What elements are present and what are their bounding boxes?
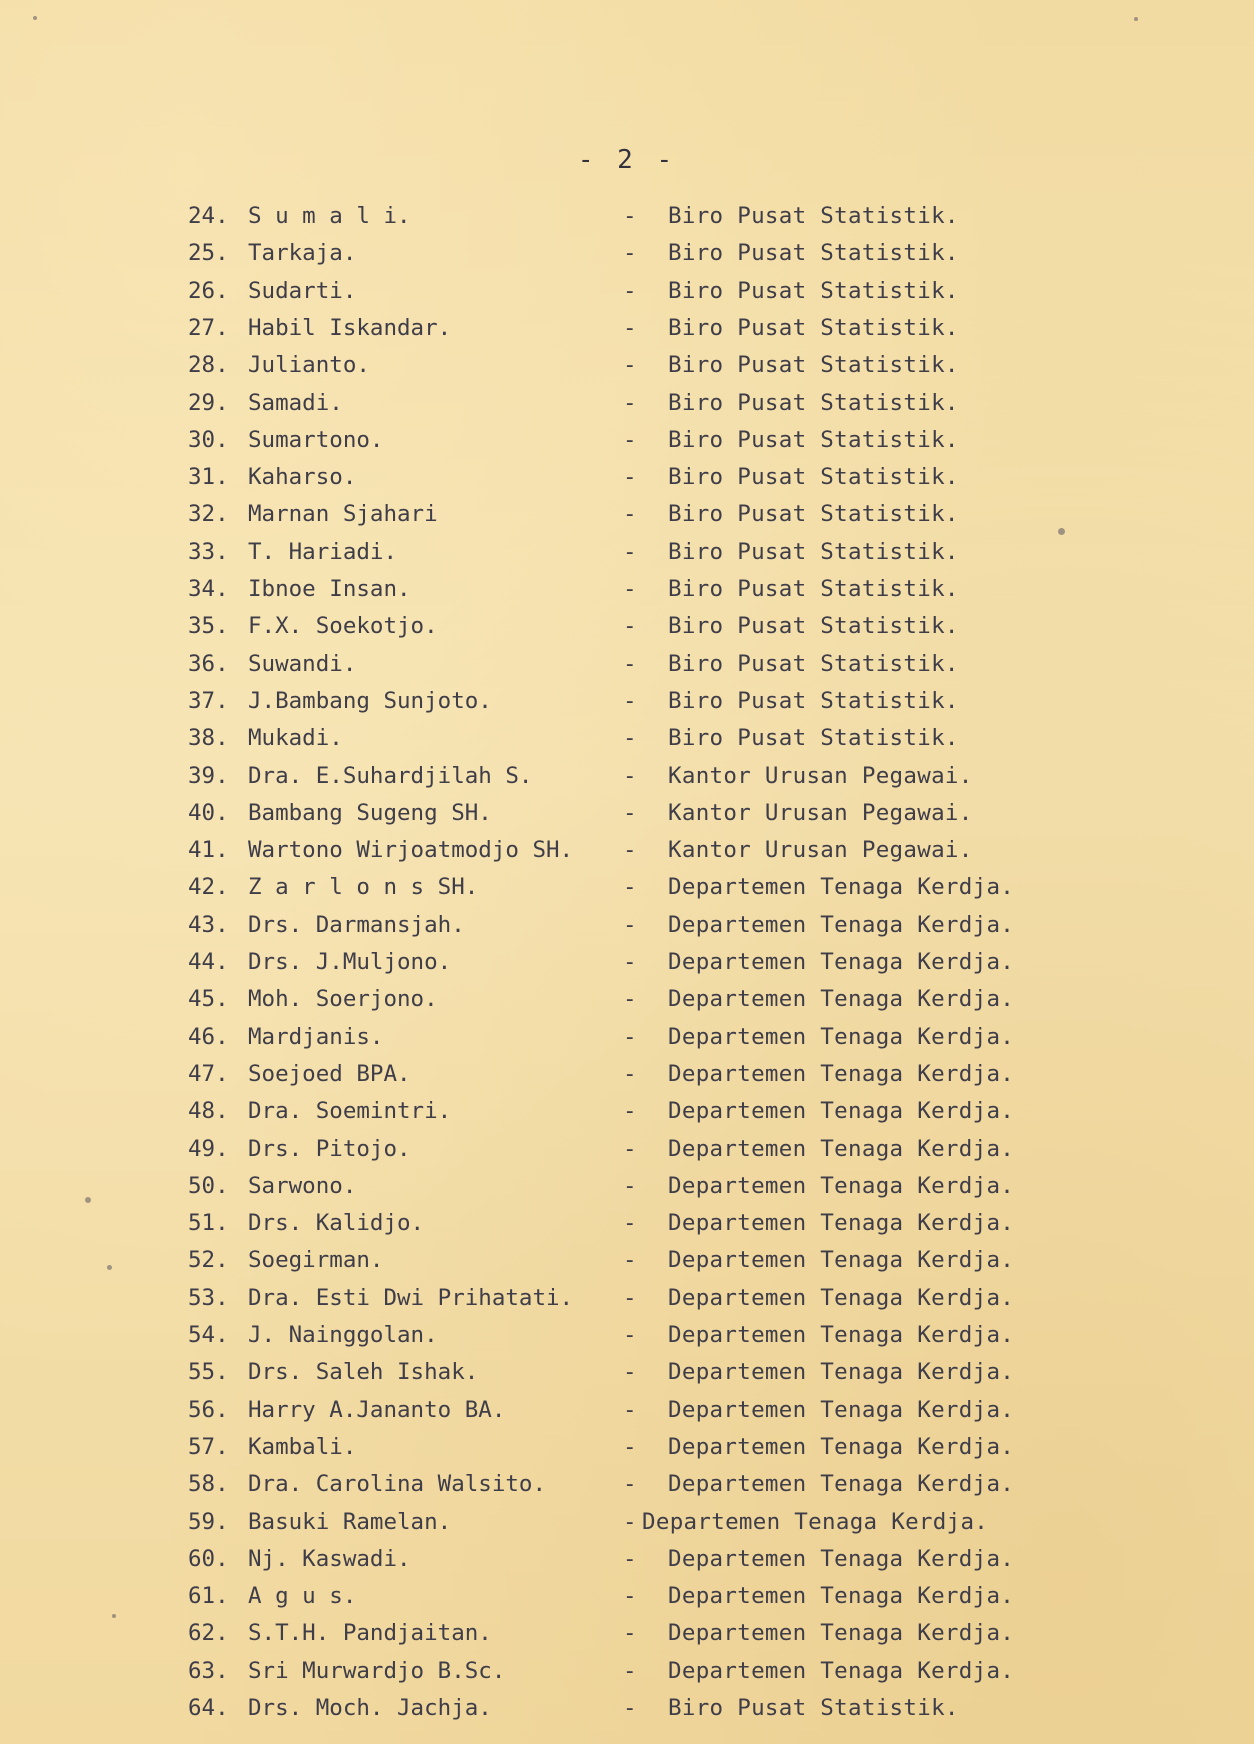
list-item <box>0 347 1254 383</box>
paper-speck <box>33 16 37 20</box>
entry-name: Drs. Saleh Ishak. <box>248 1359 479 1386</box>
entry-number: 29. <box>188 389 229 416</box>
entry-office: Departemen Tenaga Kerdja. <box>668 1545 1015 1572</box>
list-item <box>0 1093 1254 1129</box>
entry-name: Z a r l o n s SH. <box>248 874 479 901</box>
paper-speck <box>1134 17 1138 21</box>
separator-dash: - <box>623 1359 637 1386</box>
entry-office: Departemen Tenaga Kerdja. <box>668 1322 1015 1348</box>
entry-office: Departemen Tenaga Kerdja. <box>668 1620 1015 1647</box>
entry-number: 35. <box>188 613 229 640</box>
entry-name: Drs. Pitojo. <box>248 1135 411 1162</box>
list-item <box>0 869 1254 905</box>
list-item <box>0 1168 1254 1204</box>
list-item <box>0 1131 1254 1167</box>
entry-name: Habil Iskandar. <box>248 314 452 341</box>
separator-dash: - <box>623 874 637 901</box>
separator-dash: - <box>623 1210 637 1237</box>
list-item <box>0 1429 1254 1465</box>
list-item <box>0 534 1254 570</box>
list-item <box>0 720 1254 756</box>
separator-dash: - <box>623 352 637 379</box>
entry-number: 44. <box>188 949 229 975</box>
list-item <box>0 1504 1254 1540</box>
separator-dash: - <box>623 725 637 752</box>
entry-name: Soegirman. <box>248 1247 384 1274</box>
list-item <box>0 1317 1254 1353</box>
entry-office: Departemen Tenaga Kerdja. <box>668 986 1015 1013</box>
entry-number: 60. <box>188 1545 229 1572</box>
list-item <box>0 1690 1254 1726</box>
entry-office: Biro Pusat Statistik. <box>668 352 959 379</box>
list-item <box>0 385 1254 421</box>
entry-office: Departemen Tenaga Kerdja. <box>668 911 1015 938</box>
entry-name: Tarkaja. <box>248 240 357 267</box>
list-item <box>0 496 1254 532</box>
entry-office: Departemen Tenaga Kerdja. <box>668 1247 1015 1274</box>
entry-name: Moh. Soerjono. <box>248 986 438 1013</box>
entry-name: Drs. Kalidjo. <box>248 1210 425 1237</box>
entry-name: T. Hariadi. <box>248 538 398 565</box>
separator-dash: - <box>623 837 637 864</box>
separator-dash: - <box>623 1284 637 1311</box>
entry-office: Departemen Tenaga Kerdja. <box>668 1210 1015 1237</box>
entry-name: Basuki Ramelan. <box>248 1508 452 1535</box>
entry-name: Ibnoe Insan. <box>248 576 411 602</box>
entry-number: 40. <box>188 799 229 826</box>
separator-dash: - <box>623 1247 637 1274</box>
entry-number: 37. <box>188 687 229 714</box>
separator-dash: - <box>623 613 637 640</box>
entry-number: 34. <box>188 576 229 602</box>
list-item <box>0 310 1254 346</box>
entry-name: Wartono Wirjoatmodjo SH. <box>248 837 574 864</box>
entry-name: Marnan Sjahari <box>248 501 438 528</box>
entry-name: Drs. Darmansjah. <box>248 911 465 938</box>
separator-dash: - <box>623 277 637 304</box>
entry-number: 43. <box>188 911 229 938</box>
list-item <box>0 422 1254 458</box>
entry-name: Dra. Soemintri. <box>248 1098 452 1125</box>
entry-name: Sudarti. <box>248 277 357 304</box>
separator-dash: - <box>623 389 637 416</box>
list-item <box>0 683 1254 719</box>
separator-dash: - <box>623 1471 637 1498</box>
entry-name: Sri Murwardjo B.Sc. <box>248 1657 506 1684</box>
list-item <box>0 1615 1254 1651</box>
entry-name: S.T.H. Pandjaitan. <box>248 1620 492 1647</box>
list-item <box>0 1392 1254 1428</box>
list-item <box>0 795 1254 831</box>
entry-number: 54. <box>188 1322 229 1348</box>
entry-number: 50. <box>188 1172 229 1199</box>
entry-office: Departemen Tenaga Kerdja. <box>668 1471 1015 1498</box>
entry-number: 62. <box>188 1620 229 1647</box>
separator-dash: - <box>623 426 637 453</box>
list-item <box>0 608 1254 644</box>
separator-dash: - <box>623 314 637 341</box>
entry-office: Biro Pusat Statistik. <box>668 501 959 528</box>
entry-office: Biro Pusat Statistik. <box>668 725 959 752</box>
entry-office: Kantor Urusan Pegawai. <box>668 762 973 789</box>
list-item <box>0 944 1254 980</box>
entry-name: Dra. Esti Dwi Prihatati. <box>248 1284 574 1311</box>
separator-dash: - <box>623 762 637 789</box>
separator-dash: - <box>623 1433 637 1460</box>
entry-number: 30. <box>188 426 229 453</box>
separator-dash: - <box>623 1695 637 1721</box>
separator-dash: - <box>623 1060 637 1087</box>
separator-dash: - <box>623 799 637 826</box>
entry-number: 53. <box>188 1284 229 1311</box>
list-item <box>0 1056 1254 1092</box>
entry-office: Departemen Tenaga Kerdja. <box>668 1023 1015 1050</box>
list-item <box>0 1354 1254 1390</box>
entry-number: 61. <box>188 1583 229 1610</box>
entry-office: Biro Pusat Statistik. <box>668 538 959 565</box>
entry-office: Departemen Tenaga Kerdja. <box>668 1284 1015 1311</box>
separator-dash: - <box>623 1583 637 1610</box>
entry-office: Departemen Tenaga Kerdja. <box>668 949 1015 975</box>
entry-number: 31. <box>188 464 229 491</box>
entry-name: Harry A.Jananto BA. <box>248 1396 506 1423</box>
entry-number: 25. <box>188 240 229 267</box>
entry-number: 41. <box>188 837 229 864</box>
list-item <box>0 273 1254 309</box>
entry-office: Departemen Tenaga Kerdja. <box>668 1098 1015 1125</box>
entry-number: 38. <box>188 725 229 752</box>
entry-name: Mukadi. <box>248 725 343 752</box>
list-item <box>0 1653 1254 1689</box>
entry-office: Biro Pusat Statistik. <box>668 314 959 341</box>
entry-office: Biro Pusat Statistik. <box>668 240 959 267</box>
entry-number: 27. <box>188 314 229 341</box>
separator-dash: - <box>623 1657 637 1684</box>
entry-number: 45. <box>188 986 229 1013</box>
separator-dash: - <box>623 240 637 267</box>
separator-dash: - <box>623 1322 637 1348</box>
separator-dash: - <box>623 464 637 491</box>
separator-dash: - <box>623 1545 637 1572</box>
paper-speck <box>107 1265 112 1270</box>
entry-name: Mardjanis. <box>248 1023 384 1050</box>
page-number: - 2 - <box>577 145 677 175</box>
list-item <box>0 1578 1254 1614</box>
list-item <box>0 459 1254 495</box>
entry-office: Departemen Tenaga Kerdja. <box>668 1433 1015 1460</box>
entry-office: Biro Pusat Statistik. <box>668 389 959 416</box>
entry-name: Sarwono. <box>248 1172 357 1199</box>
separator-dash: - <box>623 1620 637 1647</box>
entry-office: Biro Pusat Statistik. <box>668 464 959 491</box>
entry-number: 58. <box>188 1471 229 1498</box>
entry-name: Soejoed BPA. <box>248 1060 411 1087</box>
entry-office: Biro Pusat Statistik. <box>668 613 959 640</box>
entry-name: J.Bambang Sunjoto. <box>248 687 492 714</box>
entry-name: F.X. Soekotjo. <box>248 613 438 640</box>
paper-speck <box>1058 528 1065 535</box>
separator-dash: - <box>623 203 637 229</box>
entry-office: Departemen Tenaga Kerdja. <box>668 1172 1015 1199</box>
list-item <box>0 1541 1254 1577</box>
entry-office: Kantor Urusan Pegawai. <box>668 837 973 864</box>
list-item <box>0 235 1254 271</box>
separator-dash: - <box>623 949 637 975</box>
entry-name: Bambang Sugeng SH. <box>248 799 492 826</box>
list-item <box>0 571 1254 607</box>
entry-number: 32. <box>188 501 229 528</box>
entry-number: 26. <box>188 277 229 304</box>
entry-office: Departemen Tenaga Kerdja. <box>668 1060 1015 1087</box>
entry-number: 63. <box>188 1657 229 1684</box>
entry-office: Departemen Tenaga Kerdja. <box>668 1583 1015 1610</box>
entry-number: 59. <box>188 1508 229 1535</box>
list-item <box>0 758 1254 794</box>
entry-number: 42. <box>188 874 229 901</box>
entry-number: 51. <box>188 1210 229 1237</box>
entry-office: Biro Pusat Statistik. <box>668 426 959 453</box>
entry-number: 28. <box>188 352 229 379</box>
separator-dash: - <box>623 576 637 602</box>
separator-dash: - <box>623 1023 637 1050</box>
entry-name: Julianto. <box>248 352 370 379</box>
entry-number: 56. <box>188 1396 229 1423</box>
entry-office: Biro Pusat Statistik. <box>668 576 959 602</box>
list-item <box>0 832 1254 868</box>
entry-name: Drs. J.Muljono. <box>248 949 452 975</box>
separator-dash: - <box>623 650 637 677</box>
entry-number: 57. <box>188 1433 229 1460</box>
separator-dash: - <box>623 1098 637 1125</box>
list-item <box>0 907 1254 943</box>
paper-speck <box>85 1197 91 1203</box>
entry-office: Biro Pusat Statistik. <box>668 203 959 229</box>
list-item <box>0 1019 1254 1055</box>
separator-dash: - <box>623 1135 637 1162</box>
entry-number: 49. <box>188 1135 229 1162</box>
list-item <box>0 1242 1254 1278</box>
entry-number: 46. <box>188 1023 229 1050</box>
entry-office: Biro Pusat Statistik. <box>668 1695 959 1721</box>
entry-number: 24. <box>188 203 229 229</box>
separator-dash: - <box>623 538 637 565</box>
separator-dash: - <box>623 1508 637 1535</box>
entry-name: A g u s. <box>248 1583 357 1610</box>
separator-dash: - <box>623 1172 637 1199</box>
entry-number: 64. <box>188 1695 229 1721</box>
separator-dash: - <box>623 687 637 714</box>
entry-office: Departemen Tenaga Kerdja. <box>642 1508 989 1535</box>
entry-number: 55. <box>188 1359 229 1386</box>
entry-number: 39. <box>188 762 229 789</box>
entry-number: 36. <box>188 650 229 677</box>
list-item <box>0 1205 1254 1241</box>
list-item <box>0 1280 1254 1316</box>
separator-dash: - <box>623 1396 637 1423</box>
entry-name: Dra. Carolina Walsito. <box>248 1471 547 1498</box>
entry-name: J. Nainggolan. <box>248 1322 438 1348</box>
entry-number: 52. <box>188 1247 229 1274</box>
entry-office: Biro Pusat Statistik. <box>668 277 959 304</box>
entry-office: Departemen Tenaga Kerdja. <box>668 874 1015 901</box>
entry-number: 33. <box>188 538 229 565</box>
entry-name: Kaharso. <box>248 464 357 491</box>
paper-speck <box>112 1614 116 1618</box>
entry-office: Departemen Tenaga Kerdja. <box>668 1657 1015 1684</box>
entry-number: 48. <box>188 1098 229 1125</box>
entry-name: Drs. Moch. Jachja. <box>248 1695 492 1721</box>
entry-name: Kambali. <box>248 1433 357 1460</box>
entry-office: Biro Pusat Statistik. <box>668 687 959 714</box>
entry-office: Departemen Tenaga Kerdja. <box>668 1359 1015 1386</box>
entry-name: Suwandi. <box>248 650 357 677</box>
entry-name: Dra. E.Suhardjilah S. <box>248 762 533 789</box>
entry-name: Nj. Kaswadi. <box>248 1545 411 1572</box>
list-item <box>0 646 1254 682</box>
list-item <box>0 981 1254 1017</box>
entry-office: Biro Pusat Statistik. <box>668 650 959 677</box>
separator-dash: - <box>623 911 637 938</box>
list-item <box>0 1466 1254 1502</box>
entry-name: Samadi. <box>248 389 343 416</box>
separator-dash: - <box>623 986 637 1013</box>
entry-number: 47. <box>188 1060 229 1087</box>
entry-office: Kantor Urusan Pegawai. <box>668 799 973 826</box>
list-item <box>0 198 1254 234</box>
entry-name: Sumartono. <box>248 426 384 453</box>
separator-dash: - <box>623 501 637 528</box>
entry-office: Departemen Tenaga Kerdja. <box>668 1135 1015 1162</box>
entry-office: Departemen Tenaga Kerdja. <box>668 1396 1015 1423</box>
entry-name: S u m a l i. <box>248 203 411 229</box>
